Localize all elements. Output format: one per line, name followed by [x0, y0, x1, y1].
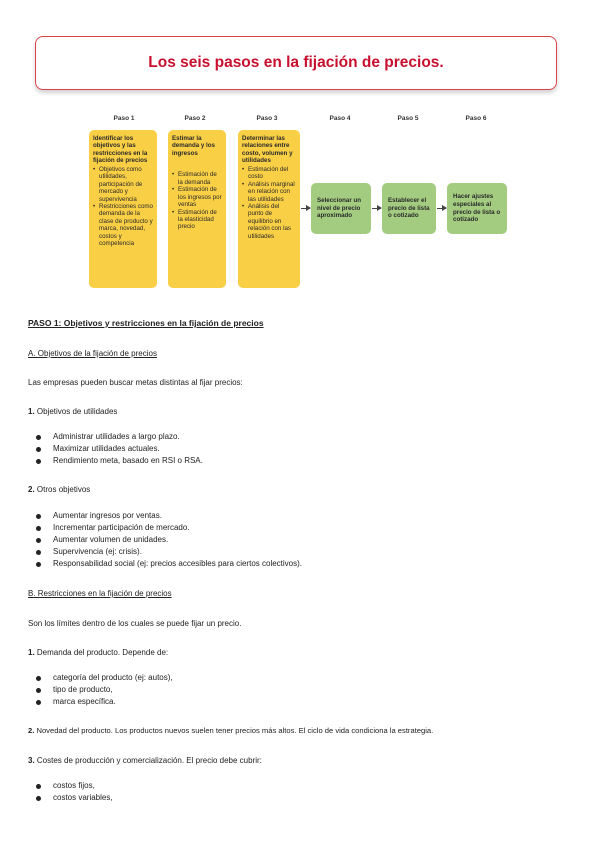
- list-item: Maximizar utilidades actuales.: [36, 444, 160, 453]
- list-item: Administrar utilidades a largo plazo.: [36, 432, 180, 441]
- list-item: marca específica.: [36, 697, 116, 706]
- step-4-label: Paso 4: [329, 115, 351, 122]
- step-2-bullet: • Estimación de la demanda: [172, 171, 222, 186]
- step-6-text: Hacer ajustes especiales al precio de lista o cotizado: [453, 193, 501, 224]
- item-number: 2.: [28, 485, 35, 494]
- step-3-bullet: • Análisis marginal en relación con las utilidades: [242, 181, 296, 203]
- step-3-box: [238, 130, 300, 288]
- step-6-box: [447, 183, 507, 234]
- paragraph: Las empresas pueden buscar metas distintas al fijar precios:: [28, 378, 243, 387]
- subsection-a-heading: A. Objetivos de la fijación de precios: [28, 349, 157, 358]
- numbered-item: [28, 756, 262, 765]
- step-3-bullet: • Estimación del costo: [242, 166, 296, 181]
- step-4-text: Seleccionar un nivel de precio aproximado: [317, 196, 362, 220]
- title-box: [35, 36, 557, 90]
- list-item: costos variables,: [36, 793, 113, 802]
- step-1-bullet: • Objetivos como utilidades, participación de mercado y supervivencia: [93, 166, 153, 203]
- item-text: Otros objetivos: [36, 485, 91, 494]
- list-item: categoría del producto (ej: autos),: [36, 673, 173, 682]
- numbered-item: [28, 648, 168, 657]
- list-item: Supervivencia (ej: crisis).: [36, 547, 142, 556]
- subsection-b-heading: B. Restricciones en la fijación de precios: [28, 589, 172, 598]
- list-item: Incrementar participación de mercado.: [36, 523, 190, 532]
- step-1-heading: Identificar los objetivos y las restricciones en la fijación de precios: [93, 135, 148, 165]
- item-text: Objetivos de utilidades: [36, 407, 118, 416]
- section-heading: PASO 1: Objetivos y restricciones en la fijación de precios: [28, 318, 264, 328]
- step-3-label: Paso 3: [256, 115, 278, 122]
- numbered-item: [28, 726, 433, 735]
- step-2-heading: Estimar la demanda y los ingresos: [172, 135, 215, 157]
- step-5-box: [382, 183, 436, 234]
- list-item: Aumentar ingresos por ventas.: [36, 511, 162, 520]
- step-2-label: Paso 2: [184, 115, 206, 122]
- list-item: Rendimiento meta, basado en RSI o RSA.: [36, 456, 203, 465]
- item-number: 3.: [28, 756, 35, 765]
- list-item: Aumentar volumen de unidades.: [36, 535, 168, 544]
- numbered-item: [28, 485, 90, 494]
- item-number: 2.: [28, 726, 35, 735]
- step-1-box: [89, 130, 157, 288]
- step-3-bullet: • Análisis del punto de equilibrio en relación con las utilidades: [242, 203, 296, 240]
- item-text: Demanda del producto. Depende de:: [36, 648, 169, 657]
- item-number: 1.: [28, 648, 35, 657]
- step-5-text: Establecer el precio de lista o cotizado: [388, 196, 430, 220]
- step-1-bullet: • Restricciones como demanda de la clase de producto y marca, novedad, costos y competencia: [93, 203, 153, 248]
- step-6-label: Paso 6: [465, 115, 487, 122]
- page-title: Los seis pasos en la fijación de precios.: [148, 54, 444, 71]
- numbered-item: [28, 407, 117, 416]
- item-text: Novedad del producto. Los productos nuevos suelen tener precios más altos. El ciclo de vida condiciona la estrategia.: [36, 726, 434, 735]
- step-2-box: [168, 130, 226, 288]
- list-item: costos fijos,: [36, 781, 95, 790]
- list-item: tipo de producto,: [36, 685, 113, 694]
- step-2-bullet: • Estimación de los ingresos por ventas: [172, 186, 222, 208]
- arrow-icon: [437, 208, 446, 209]
- item-number: 1.: [28, 407, 35, 416]
- arrow-icon: [372, 208, 381, 209]
- step-4-box: [311, 183, 371, 234]
- step-3-heading: Determinar las relaciones entre costo, volumen y utilidades: [242, 135, 293, 165]
- paragraph: Son los límites dentro de los cuales se puede fijar un precio.: [28, 619, 242, 628]
- step-5-label: Paso 5: [397, 115, 419, 122]
- step-1-label: Paso 1: [113, 115, 135, 122]
- item-text: Costes de producción y comercialización. El precio debe cubrir:: [36, 756, 262, 765]
- step-2-bullet: • Estimación de la elasticidad precio: [172, 209, 222, 231]
- list-item: Responsabilidad social (ej: precios accesibles para ciertos colectivos).: [36, 559, 302, 568]
- arrow-icon: [301, 208, 310, 209]
